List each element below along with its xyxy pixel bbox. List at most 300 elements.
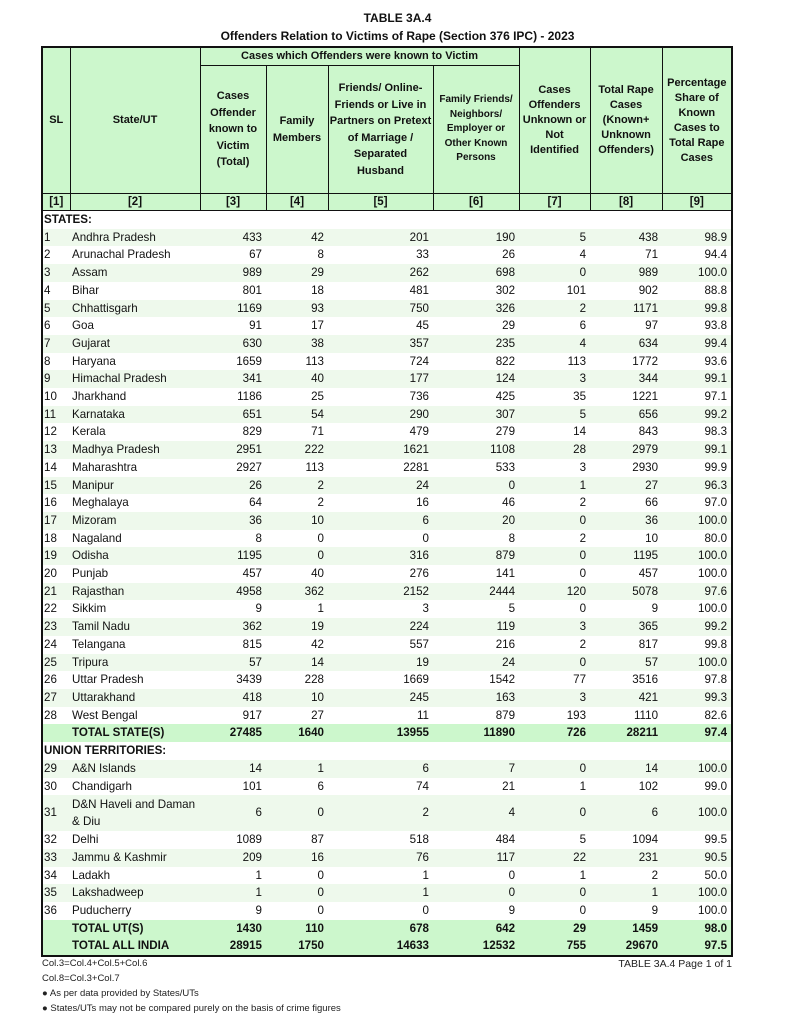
- cell-c4: 0: [266, 795, 328, 831]
- cell-c7: 22: [519, 849, 590, 867]
- cell-c4: 113: [305, 354, 324, 368]
- cell-c6: 533: [495, 460, 516, 474]
- total-row: [42, 920, 732, 938]
- cell-c8: 344: [590, 370, 662, 388]
- cell-c5: 16: [416, 496, 429, 510]
- cell-sl: 18: [44, 531, 57, 545]
- footnote-col8: Col.8=Col.3+Col.7: [42, 973, 120, 984]
- cell-c9: 99.5: [704, 833, 728, 847]
- cell-c5: 724: [409, 354, 429, 368]
- cell-state-name: D&N Haveli and Daman & Diu: [70, 795, 200, 831]
- cell-c9: 99.1: [662, 370, 732, 388]
- cell-c3: 651: [200, 406, 266, 424]
- data-table: [41, 46, 733, 957]
- table-title: Offenders Relation to Victims of Rape (Section 376 IPC) - 2023: [220, 29, 575, 43]
- column-number: [7]: [519, 194, 590, 211]
- cell-c7: 4: [519, 335, 590, 353]
- table-row: [42, 370, 732, 388]
- cell-sl: 5: [42, 300, 70, 318]
- cell-state-name: Uttar Pradesh: [72, 673, 144, 687]
- cell-c7: 6: [579, 319, 587, 333]
- cell-state-name: TOTAL UT(S): [70, 920, 200, 938]
- cell-c6: 0: [433, 477, 519, 495]
- cell-state-name: Telangana: [72, 637, 126, 651]
- table-row: [42, 671, 732, 689]
- cell-state-name: Sikkim: [72, 602, 107, 616]
- cell-c4: 42: [266, 229, 328, 247]
- cell-c8: 71: [645, 248, 659, 262]
- cell-c3: 1195: [200, 547, 266, 565]
- cell-sl: 3: [42, 264, 70, 282]
- cell-c3: 26: [200, 477, 266, 495]
- total-row: [42, 937, 732, 956]
- cell-state-name: TOTAL ALL INDIA: [70, 937, 200, 956]
- table-row: [42, 335, 732, 353]
- cell-c7: 120: [519, 583, 590, 601]
- cell-sl: 22: [44, 602, 57, 616]
- cell-sl: 33: [42, 849, 70, 867]
- cell-c9: 100.0: [698, 567, 728, 581]
- table-row: [42, 583, 732, 601]
- cell-c8: 231: [590, 849, 662, 867]
- cell-c3: 9: [255, 904, 262, 918]
- cell-c6: 5: [508, 602, 516, 616]
- cell-c8: 57: [590, 654, 662, 672]
- cell-sl: 12: [44, 425, 57, 439]
- cell-c3: 362: [200, 618, 266, 636]
- section-states-label: STATES:: [44, 213, 92, 226]
- cell-state-name: Manipur: [70, 477, 200, 495]
- cell-sl: 1: [42, 229, 70, 247]
- cell-c4: 0: [317, 531, 324, 545]
- cell-c7: 5: [519, 406, 590, 424]
- cell-c7: 0: [579, 904, 587, 918]
- cell-c8: 2: [651, 868, 659, 882]
- cell-c8: 365: [590, 618, 662, 636]
- cell-c3: 14: [200, 760, 266, 778]
- cell-c5: 276: [409, 567, 429, 581]
- cell-c4: 29: [266, 264, 328, 282]
- cell-c8: 1094: [632, 833, 659, 847]
- table-row: [42, 388, 732, 406]
- cell-c6: 822: [495, 354, 516, 368]
- cell-c7: 4: [579, 248, 587, 262]
- cell-c9: 100.0: [698, 602, 728, 616]
- cell-c6: 1542: [489, 673, 516, 687]
- cell-c9: 97.5: [662, 937, 732, 956]
- table-row: [42, 494, 732, 512]
- cell-state-name: A&N Islands: [70, 760, 200, 778]
- cell-state-name: Kerala: [72, 425, 106, 439]
- cell-c9: 99.8: [662, 300, 732, 318]
- table-row: [42, 849, 732, 867]
- cell-c5: 45: [416, 319, 429, 333]
- table-row: [42, 795, 732, 831]
- cell-c9: 99.1: [662, 441, 732, 459]
- cell-c9: 100.0: [662, 795, 732, 831]
- footnote-col3: Col.3=Col.4+Col.5+Col.6: [42, 958, 148, 969]
- cell-c4: 2: [317, 496, 324, 510]
- cell-c6: 235: [433, 335, 519, 353]
- cell-c9: 99.2: [662, 406, 732, 424]
- cell-sl: 9: [42, 370, 70, 388]
- cell-c3: 57: [200, 654, 266, 672]
- cell-sl: 17: [42, 512, 70, 530]
- cell-c5: 479: [409, 425, 429, 439]
- cell-state-name: Bihar: [72, 283, 100, 297]
- cell-state-name: Arunachal Pradesh: [72, 248, 171, 262]
- cell-c8: 421: [590, 689, 662, 707]
- cell-c9: 93.6: [704, 354, 728, 368]
- cell-c8: 27: [590, 477, 662, 495]
- cell-state-name: Tamil Nadu: [70, 618, 200, 636]
- cell-c8: 1221: [632, 390, 659, 404]
- cell-c5: 201: [328, 229, 433, 247]
- cell-state-name: Uttarakhand: [70, 689, 200, 707]
- cell-c3: 341: [200, 370, 266, 388]
- cell-sl: [42, 920, 70, 938]
- cell-c6: 2444: [433, 583, 519, 601]
- cell-c7: 3: [579, 460, 587, 474]
- cell-c6: 46: [502, 496, 516, 510]
- cell-c4: 1750: [266, 937, 328, 956]
- cell-c3: 27485: [200, 724, 266, 742]
- cell-c7: 35: [573, 390, 587, 404]
- cell-c4: 16: [266, 849, 328, 867]
- cell-c4: 113: [305, 460, 324, 474]
- cell-c3: 1430: [200, 920, 266, 938]
- cell-c8: 634: [590, 335, 662, 353]
- cell-c4: 0: [317, 904, 324, 918]
- cell-c4: 42: [311, 637, 324, 651]
- cell-sl: 6: [44, 319, 51, 333]
- cell-c7: 14: [573, 425, 587, 439]
- cell-c5: 357: [328, 335, 433, 353]
- cell-c3: 4958: [200, 583, 266, 601]
- cell-c9: 100.0: [662, 654, 732, 672]
- cell-c9: 99.9: [704, 460, 728, 474]
- cell-c5: 0: [422, 904, 429, 918]
- cell-c5: 481: [409, 283, 429, 297]
- cell-c3: 989: [200, 264, 266, 282]
- cell-state-name: TOTAL STATE(S): [70, 724, 200, 742]
- cell-c4: 38: [266, 335, 328, 353]
- cell-state-name: Mizoram: [70, 512, 200, 530]
- cell-state-name: Madhya Pradesh: [70, 441, 200, 459]
- cell-c7: 1: [519, 477, 590, 495]
- cell-c5: 177: [328, 370, 433, 388]
- cell-sl: 30: [44, 779, 57, 793]
- cell-c6: 4: [433, 795, 519, 831]
- cell-c3: 917: [242, 708, 262, 722]
- cell-c5: 1669: [403, 673, 429, 687]
- cell-c5: 736: [409, 390, 429, 404]
- cell-c3: 1186: [237, 390, 262, 404]
- cell-c6: 326: [433, 300, 519, 318]
- cell-sl: 28: [44, 708, 57, 722]
- cell-c6: 141: [495, 567, 516, 581]
- cell-c9: 100.0: [662, 760, 732, 778]
- cell-sl: 32: [44, 833, 57, 847]
- cell-c4: 222: [266, 441, 328, 459]
- cell-c8: 817: [638, 637, 659, 651]
- cell-c3: 36: [200, 512, 266, 530]
- cell-c4: 17: [311, 319, 324, 333]
- cell-c7: 5: [579, 833, 587, 847]
- cell-state-name: Delhi: [72, 833, 99, 847]
- cell-c9: 99.0: [704, 779, 728, 793]
- cell-c9: 90.5: [662, 849, 732, 867]
- cell-state-name: Ladakh: [72, 868, 111, 882]
- cell-c8: 1772: [632, 354, 659, 368]
- table-id: TABLE 3A.4: [363, 11, 432, 25]
- cell-c7: 2: [579, 496, 587, 510]
- cell-c3: 91: [249, 319, 262, 333]
- cell-c9: 93.8: [704, 319, 728, 333]
- cell-c6: 698: [433, 264, 519, 282]
- cell-c7: 0: [519, 760, 590, 778]
- cell-c8: 1171: [590, 300, 662, 318]
- cell-state-name: Punjab: [72, 567, 109, 581]
- cell-c7: 1: [579, 868, 587, 882]
- cell-c4: 1: [317, 602, 324, 616]
- cell-c3: 1: [200, 884, 266, 902]
- cell-c8: 2979: [590, 441, 662, 459]
- cell-c4: 6: [317, 779, 324, 793]
- cell-c5: 316: [328, 547, 433, 565]
- cell-c3: 829: [242, 425, 262, 439]
- cell-c7: 726: [519, 724, 590, 742]
- cell-c5: 6: [328, 512, 433, 530]
- cell-c8: 3516: [632, 673, 659, 687]
- cell-c3: 1089: [236, 833, 262, 847]
- cell-c8: 843: [638, 425, 659, 439]
- cell-c4: 25: [311, 390, 324, 404]
- table-row: [42, 884, 732, 902]
- cell-c8: 656: [590, 406, 662, 424]
- table-row: [42, 229, 732, 247]
- footnote-source: ● As per data provided by States/UTs: [42, 988, 199, 999]
- header-percentage: Percentage Share of Known Cases to Total Rape Cases: [662, 47, 732, 194]
- table-row: [42, 778, 732, 796]
- cell-c5: 557: [409, 637, 429, 651]
- cell-state-name: Gujarat: [70, 335, 200, 353]
- header-state: State/UT: [70, 47, 200, 194]
- cell-c9: 82.6: [704, 708, 728, 722]
- cell-c5: 1: [328, 884, 433, 902]
- cell-sl: 23: [42, 618, 70, 636]
- cell-c9: 99.3: [662, 689, 732, 707]
- table-row: [42, 902, 732, 920]
- cell-c4: 40: [311, 567, 324, 581]
- table-row: [42, 406, 732, 424]
- cell-c7: 101: [566, 283, 587, 297]
- cell-c5: 76: [328, 849, 433, 867]
- footnote-disclaimer: ● States/UTs may not be compared purely on the basis of crime figures: [42, 1003, 341, 1014]
- cell-sl: 10: [44, 390, 57, 404]
- cell-c5: 262: [328, 264, 433, 282]
- cell-c7: 3: [519, 689, 590, 707]
- cell-c4: 27: [311, 708, 324, 722]
- table-row: [42, 654, 732, 672]
- column-number: [5]: [328, 194, 433, 211]
- cell-c6: 0: [508, 868, 516, 882]
- cell-c3: 3439: [236, 673, 262, 687]
- cell-c9: 97.1: [704, 390, 728, 404]
- cell-c6: 11890: [433, 724, 519, 742]
- cell-c3: 1169: [200, 300, 266, 318]
- cell-c5: 518: [409, 833, 429, 847]
- cell-c6: 279: [495, 425, 516, 439]
- cell-state-name: Himachal Pradesh: [70, 370, 200, 388]
- cell-c9: 97.4: [662, 724, 732, 742]
- header-family-friends: Family Friends/ Neighbors/ Employer or Other Known Persons: [433, 66, 519, 194]
- table-row: [42, 600, 732, 618]
- header-total-cases: Total Rape Cases (Known+ Unknown Offenders): [590, 47, 662, 194]
- cell-c8: 5078: [590, 583, 662, 601]
- cell-c3: 457: [242, 567, 262, 581]
- cell-sl: 29: [42, 760, 70, 778]
- table-row: [42, 477, 732, 495]
- cell-sl: 19: [42, 547, 70, 565]
- table-row: [42, 317, 732, 335]
- cell-c7: 193: [566, 708, 587, 722]
- cell-c6: 302: [495, 283, 516, 297]
- cell-c3: 9: [255, 602, 262, 616]
- cell-c4: 54: [266, 406, 328, 424]
- cell-c3: 209: [200, 849, 266, 867]
- cell-c5: 11: [416, 708, 429, 722]
- cell-c9: 50.0: [704, 868, 728, 882]
- cell-c4: 10: [266, 689, 328, 707]
- cell-c5: 13955: [328, 724, 433, 742]
- cell-c5: 24: [328, 477, 433, 495]
- table-row: [42, 547, 732, 565]
- cell-c3: 67: [249, 248, 262, 262]
- cell-c9: 98.9: [662, 229, 732, 247]
- cell-c3: 8: [255, 531, 262, 545]
- cell-sl: 2: [44, 248, 51, 262]
- column-number: [8]: [590, 194, 662, 211]
- cell-c5: 1621: [328, 441, 433, 459]
- cell-c7: 0: [519, 654, 590, 672]
- cell-c7: 2: [579, 531, 587, 545]
- cell-sl: 16: [44, 496, 57, 510]
- cell-c9: 96.3: [662, 477, 732, 495]
- cell-c8: 438: [590, 229, 662, 247]
- cell-c7: 755: [519, 937, 590, 956]
- cell-c6: 119: [433, 618, 519, 636]
- cell-c4: 0: [266, 547, 328, 565]
- cell-c3: 6: [200, 795, 266, 831]
- cell-sl: 34: [44, 868, 57, 882]
- cell-c3: 630: [200, 335, 266, 353]
- cell-c8: 29670: [590, 937, 662, 956]
- cell-state-name: Tripura: [70, 654, 200, 672]
- cell-c9: 88.8: [704, 283, 728, 297]
- cell-sl: 27: [42, 689, 70, 707]
- cell-c4: 1640: [266, 724, 328, 742]
- cell-sl: 35: [42, 884, 70, 902]
- cell-c5: 678: [328, 920, 433, 938]
- cell-c5: 33: [416, 248, 429, 262]
- cell-sl: [42, 724, 70, 742]
- cell-c9: 98.0: [662, 920, 732, 938]
- cell-c8: 28211: [590, 724, 662, 742]
- table-row: [42, 441, 732, 459]
- cell-c9: 100.0: [662, 884, 732, 902]
- cell-c8: 6: [590, 795, 662, 831]
- cell-c8: 1459: [590, 920, 662, 938]
- cell-c3: 801: [242, 283, 262, 297]
- cell-c8: 1195: [590, 547, 662, 565]
- cell-c9: 99.8: [704, 637, 728, 651]
- table-row: [42, 831, 732, 849]
- column-number: [6]: [433, 194, 519, 211]
- cell-state-name: Jharkhand: [72, 390, 127, 404]
- header-unknown: Cases Offenders Unknown or Not Identified: [519, 47, 590, 194]
- table-row: [42, 264, 732, 282]
- cell-c6: 879: [433, 547, 519, 565]
- cell-state-name: Chhattisgarh: [70, 300, 200, 318]
- cell-c6: 216: [495, 637, 516, 651]
- cell-c4: 0: [317, 868, 324, 882]
- cell-c6: 190: [433, 229, 519, 247]
- cell-c3: 418: [200, 689, 266, 707]
- cell-c5: 19: [328, 654, 433, 672]
- cell-c9: 99.4: [662, 335, 732, 353]
- cell-c8: 36: [590, 512, 662, 530]
- cell-c6: 26: [502, 248, 516, 262]
- cell-c4: 362: [266, 583, 328, 601]
- table-row: [42, 282, 732, 300]
- section-states: [42, 211, 732, 229]
- cell-c6: 29: [502, 319, 516, 333]
- cell-c9: 98.3: [704, 425, 728, 439]
- table-row: [42, 353, 732, 371]
- cell-c3: 1659: [236, 354, 262, 368]
- cell-c5: 14633: [328, 937, 433, 956]
- cell-c6: 484: [495, 833, 516, 847]
- cell-c5: 750: [328, 300, 433, 318]
- header-group-known: Cases which Offenders were known to Victim: [200, 47, 519, 66]
- cell-c4: 71: [311, 425, 324, 439]
- cell-c7: 0: [519, 884, 590, 902]
- cell-c3: 815: [242, 637, 262, 651]
- cell-c6: 8: [508, 531, 516, 545]
- cell-c7: 3: [519, 370, 590, 388]
- cell-c4: 14: [266, 654, 328, 672]
- cell-c8: 457: [638, 567, 659, 581]
- table-row: [42, 512, 732, 530]
- cell-c8: 97: [645, 319, 659, 333]
- cell-c5: 2: [328, 795, 433, 831]
- cell-c6: 0: [433, 884, 519, 902]
- cell-sl: 26: [44, 673, 57, 687]
- cell-c4: 228: [304, 673, 324, 687]
- cell-c5: 74: [416, 779, 429, 793]
- cell-sl: [42, 937, 70, 956]
- section-uts-label: UNION TERRITORIES:: [44, 744, 167, 758]
- cell-sl: 7: [42, 335, 70, 353]
- cell-c7: 29: [519, 920, 590, 938]
- cell-c7: 2: [579, 637, 587, 651]
- cell-sl: 25: [42, 654, 70, 672]
- cell-state-name: Rajasthan: [70, 583, 200, 601]
- cell-c9: 97.8: [704, 673, 728, 687]
- cell-sl: 4: [44, 283, 51, 297]
- cell-c7: 77: [573, 673, 587, 687]
